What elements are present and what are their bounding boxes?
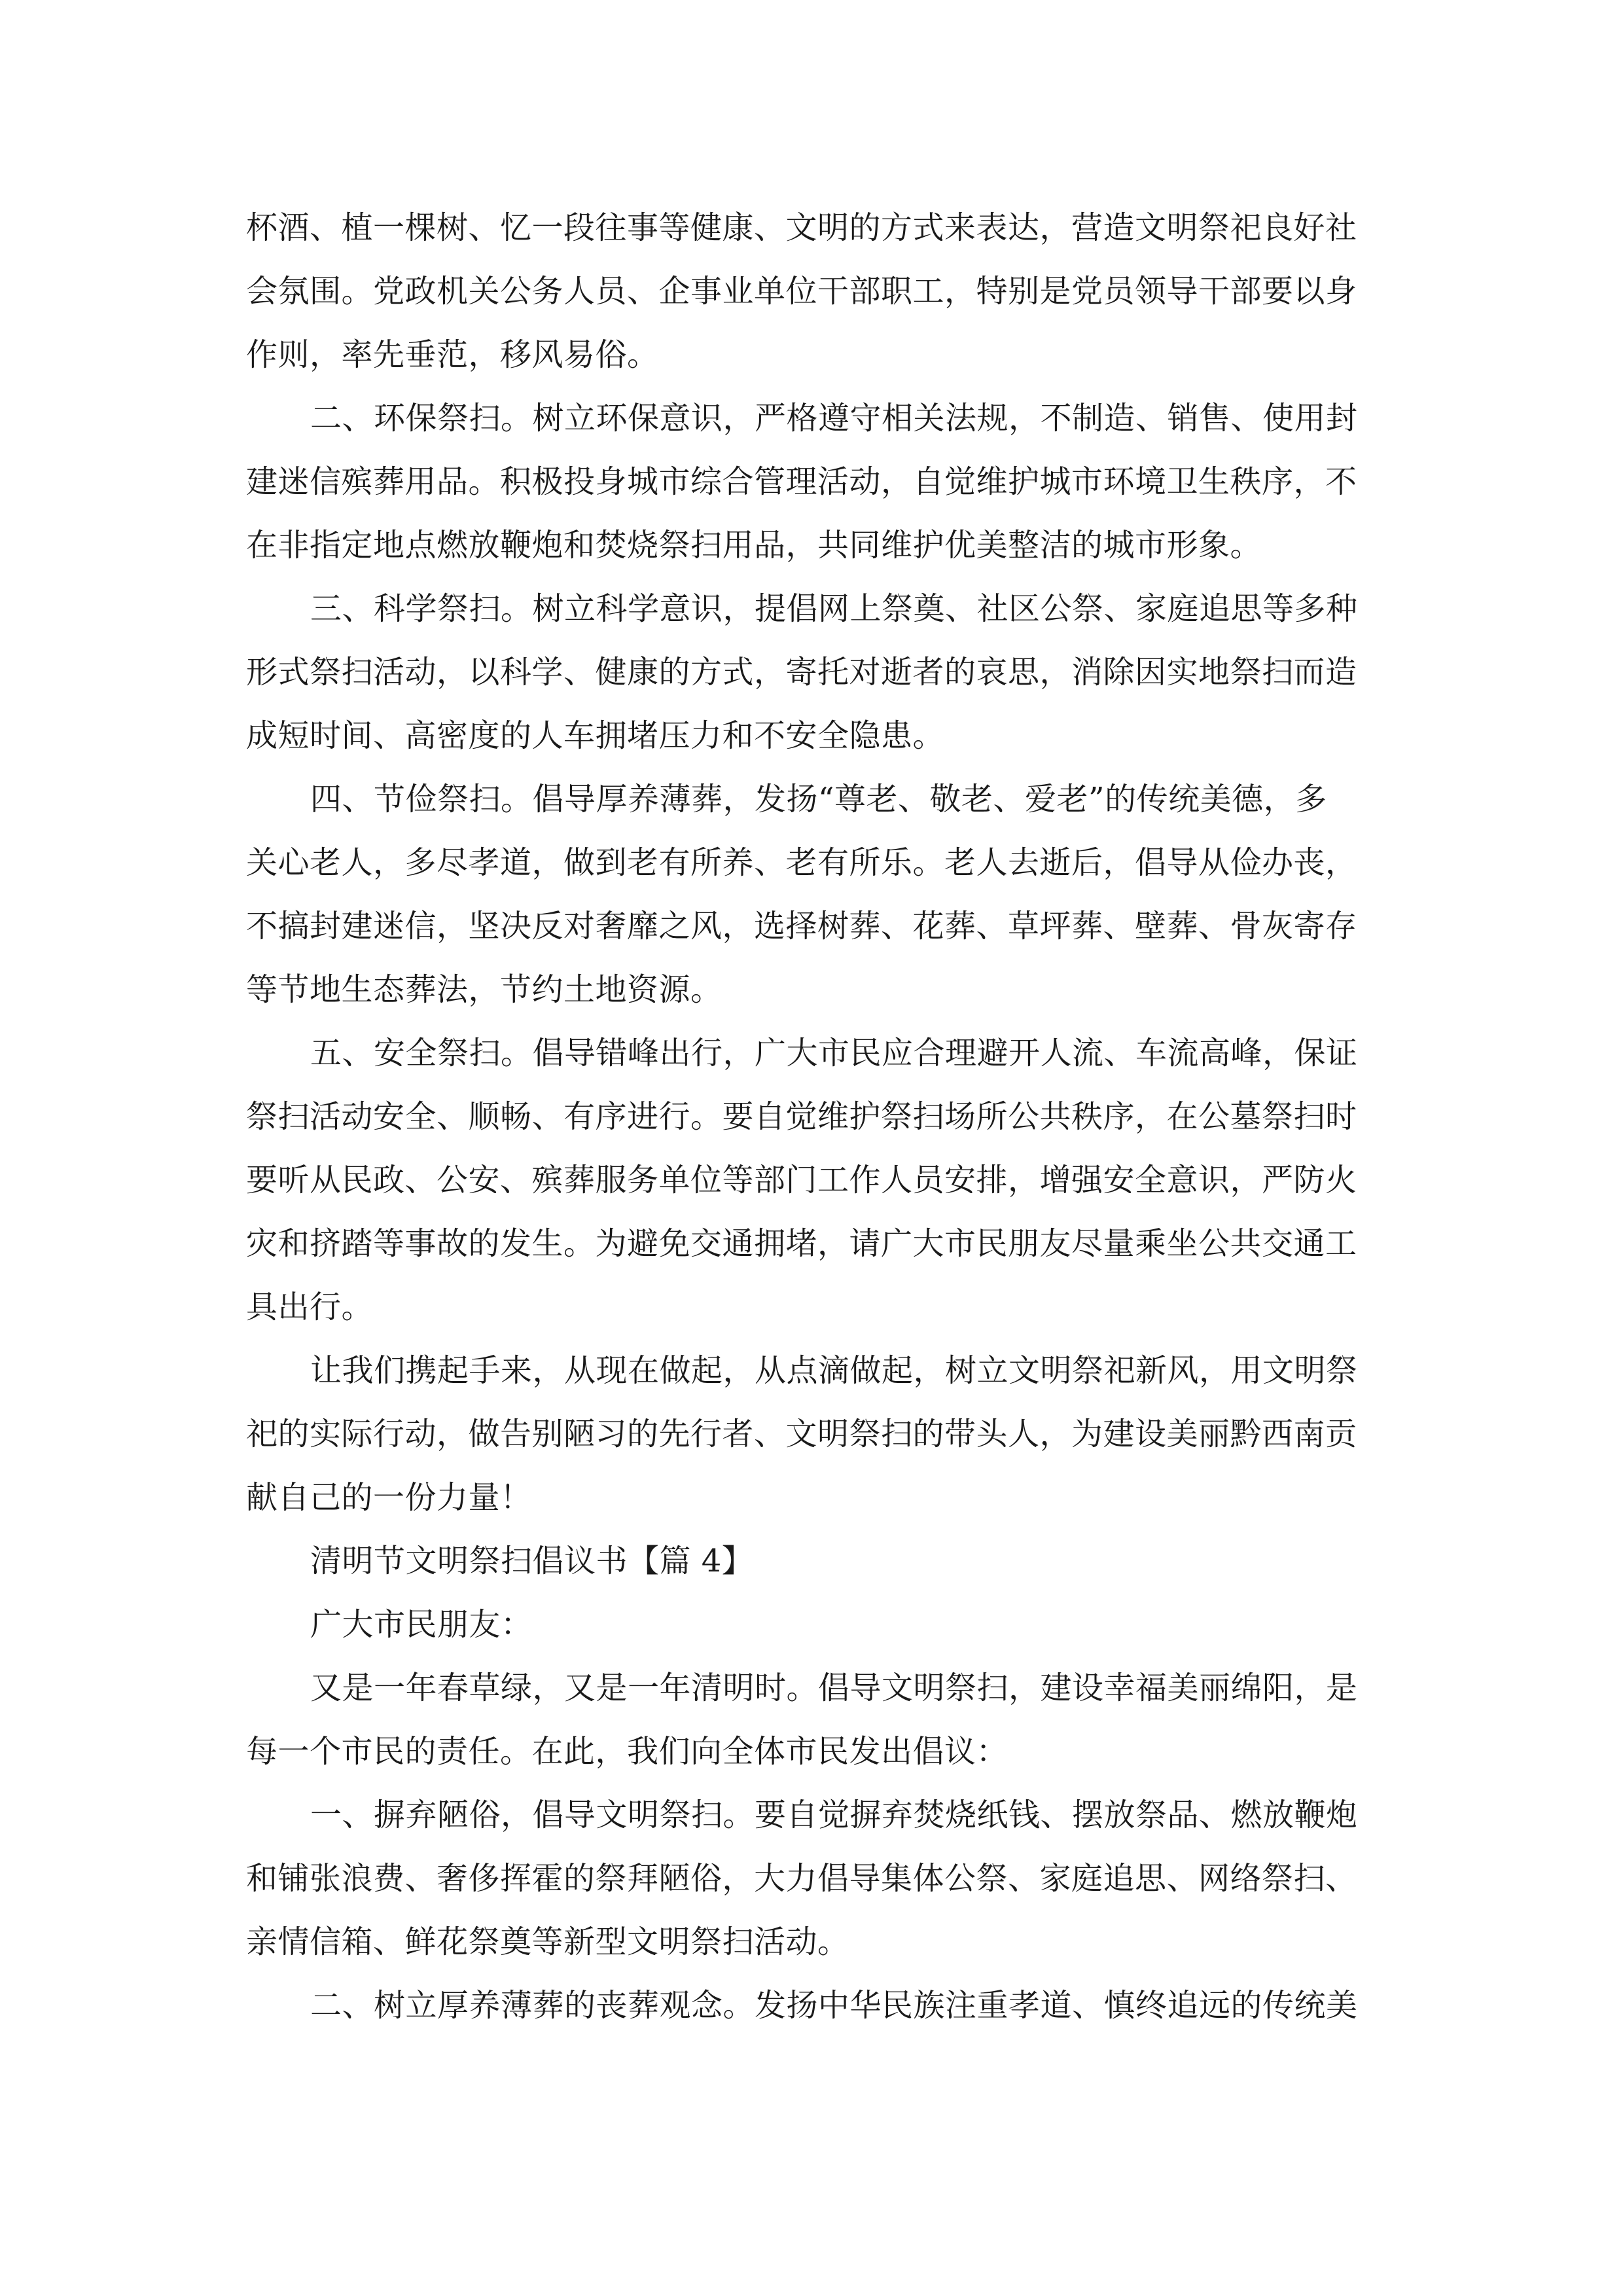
text-line: 关心老人，多尽孝道，做到老有所养、老有所乐。老人去逝后，倡导从俭办丧， bbox=[246, 844, 1357, 881]
paragraph-start-line: 二、树立厚养薄葬的丧葬观念。发扬中华民族注重孝道、慎终追远的传统美 bbox=[310, 1987, 1358, 2024]
text-line: 作则，率先垂范，移风易俗。 bbox=[246, 336, 659, 373]
text-line: 和铺张浪费、奢侈挥霍的祭拜陋俗，大力倡导集体公祭、家庭追思、网络祭扫、 bbox=[246, 1860, 1357, 1897]
text-line: 祀的实际行动，做告别陋习的先行者、文明祭扫的带头人，为建设美丽黔西南贡 bbox=[246, 1416, 1357, 1452]
text-line: 祭扫活动安全、顺畅、有序进行。要自觉维护祭扫场所公共秩序，在公墓祭扫时 bbox=[246, 1098, 1357, 1135]
text-line: 献自己的一份力量！ bbox=[246, 1479, 532, 1516]
text-line: 具出行。 bbox=[246, 1289, 374, 1325]
section-title: 清明节文明祭扫倡议书【篇 4】 bbox=[310, 1543, 754, 1579]
text-line: 会氛围。党政机关公务人员、企事业单位干部职工，特别是党员领导干部要以身 bbox=[246, 273, 1357, 310]
paragraph-start-line: 五、安全祭扫。倡导错峰出行，广大市民应合理避开人流、车流高峰，保证 bbox=[310, 1035, 1358, 1071]
text-line: 亲情信箱、鲜花祭奠等新型文明祭扫活动。 bbox=[246, 1924, 849, 1960]
paragraph-start-line: 三、科学祭扫。树立科学意识，提倡网上祭奠、社区公祭、家庭追思等多种 bbox=[310, 590, 1358, 627]
paragraph-start-line: 二、环保祭扫。树立环保意识，严格遵守相关法规，不制造、销售、使用封 bbox=[310, 400, 1358, 437]
text-line: 要听从民政、公安、殡葬服务单位等部门工作人员安排，增强安全意识，严防火 bbox=[246, 1162, 1357, 1198]
paragraph-start-line: 四、节俭祭扫。倡导厚养薄葬，发扬“尊老、敬老、爱老”的传统美德，多 bbox=[310, 781, 1327, 817]
paragraph-start-line: 一、摒弃陋俗，倡导文明祭扫。要自觉摒弃焚烧纸钱、摆放祭品、燃放鞭炮 bbox=[310, 1797, 1358, 1833]
text-line: 每一个市民的责任。在此，我们向全体市民发出倡议： bbox=[246, 1733, 1008, 1770]
text-line: 不搞封建迷信，坚决反对奢靡之风，选择树葬、花葬、草坪葬、壁葬、骨灰寄存 bbox=[246, 908, 1357, 944]
text-line: 建迷信殡葬用品。积极投身城市综合管理活动，自觉维护城市环境卫生秩序，不 bbox=[246, 463, 1357, 500]
paragraph-start-line: 让我们携起手来，从现在做起，从点滴做起，树立文明祭祀新风，用文明祭 bbox=[310, 1352, 1358, 1389]
text-line: 杯酒、植一棵树、忆一段往事等健康、文明的方式来表达，营造文明祭祀良好社 bbox=[246, 209, 1357, 246]
text-line: 成短时间、高密度的人车拥堵压力和不安全隐患。 bbox=[246, 717, 945, 754]
salutation: 广大市民朋友： bbox=[310, 1606, 533, 1643]
text-line: 形式祭扫活动，以科学、健康的方式，寄托对逝者的哀思，消除因实地祭扫而造 bbox=[246, 654, 1357, 691]
document-page bbox=[246, 196, 1381, 2037]
text-line: 在非指定地点燃放鞭炮和焚烧祭扫用品，共同维护优美整洁的城市形象。 bbox=[246, 527, 1262, 564]
text-line: 灾和挤踏等事故的发生。为避免交通拥堵，请广大市民朋友尽量乘坐公共交通工 bbox=[246, 1225, 1357, 1262]
text-line: 等节地生态葬法，节约土地资源。 bbox=[246, 971, 722, 1008]
paragraph-start-line: 又是一年春草绿，又是一年清明时。倡导文明祭扫，建设幸福美丽绵阳，是 bbox=[310, 1670, 1358, 1706]
